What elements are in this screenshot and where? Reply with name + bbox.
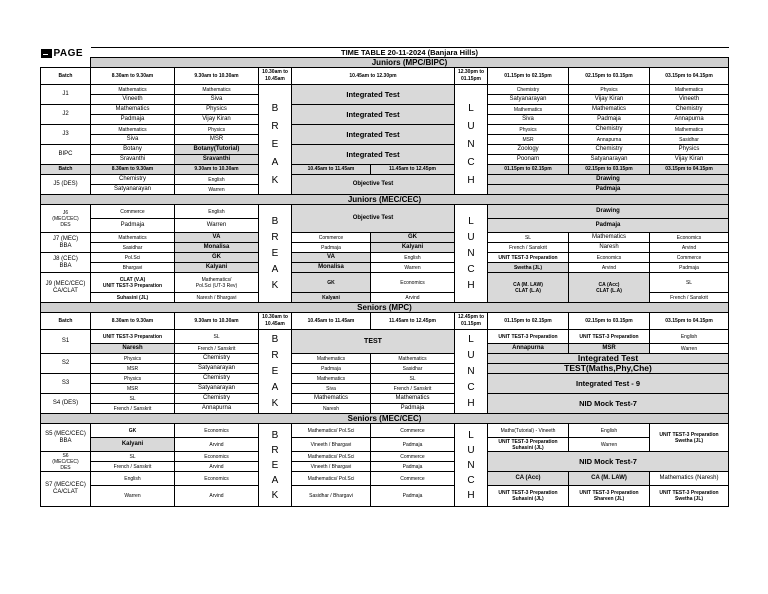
cell: English [371,253,455,263]
cell: CA (Acc) CLAT (L.A) [569,273,650,303]
cell: TEST(Maths,Phy,Che) [488,364,729,374]
cell: Mathematics/ Pol.Sci [292,452,371,462]
cell: Mathematics/ Pol.Sci [292,424,371,438]
section-juniors-mpc: Juniors (MPC/BIPC) [91,58,729,68]
cell: Satyanarayan [91,185,175,195]
header-slot-2: 9.30am to 10.30am [175,68,259,85]
batch-s1: S1 [41,330,91,354]
cell: 12.45pm to 01.15pm [455,313,488,330]
cell: Padmaja [569,115,650,125]
section-seniors-mpc: Seniors (MPC) [41,303,729,313]
cell: Mathematics/ Pol.Sci (UT-3 Rev) [175,273,259,293]
cell: Mathematics [292,374,371,384]
cell: Economics [650,233,729,243]
cell: CLAT (V.A) UNIT TEST-3 Preparation [91,273,175,293]
cell: SL [91,452,175,462]
cell: English [175,205,259,219]
batch-s3: S3 [41,374,91,394]
cell: Objective Test [292,175,455,195]
batch-s2: S2 [41,354,91,374]
cell: Arvind [175,486,259,507]
cell: Chemistry [175,374,259,384]
cell: Commerce [371,424,455,438]
cell: Physics [569,85,650,95]
cell: Kalyani [175,263,259,273]
cell: English [175,175,259,185]
cell: UNIT TEST-3 Preparation [488,330,569,344]
cell: Padmaja [292,364,371,374]
cell: SL [650,273,729,293]
header-slot-5: 02.15pm to 03.15pm [569,68,650,85]
cell: Padmaja [650,263,729,273]
cell: Vineeth [91,95,175,105]
cell: Integrated Test [292,85,455,105]
cell: Poonam [488,155,569,165]
cell: Commerce [91,205,175,219]
cell: CA (M. LAW) CLAT (L.A) [488,273,569,303]
cell: French / Sanskrit [371,384,455,394]
break-letter: K [271,174,279,186]
cell: 10.45am to 11.45am [292,313,371,330]
page-title: TIME TABLE 20-11-2024 (Banjara Hills) [91,48,729,58]
cell: English [569,424,650,438]
cell: Annapurna [650,115,729,125]
cell: 01.15pm to 02.15pm [488,313,569,330]
cell: Vineeth / Bhargavi [292,438,371,452]
cell: Satyanarayan [175,364,259,374]
cell: Annapurna [488,344,569,354]
batch-bipc: BIPC [41,145,91,165]
break-column-2: B R E A K [259,205,292,303]
header-slot-6: 03.15pm to 04.15pm [650,68,729,85]
batch-s5: S5 (MEC/CEC) BBA [41,424,91,452]
cell: Annapurna [569,135,650,145]
cell: Physics [91,374,175,384]
cell: Arvind [650,243,729,253]
cell: UNIT TEST-3 Preparation Swetha (JL) [650,424,729,452]
cell: SL [488,233,569,243]
cell: Drawing [488,175,729,185]
cell: Economics [175,424,259,438]
cell: Warren [175,185,259,195]
cell: Commerce [650,253,729,263]
cell: Mathematics/ Pol.Sci [292,472,371,486]
cell: Kalyani [371,243,455,253]
header-lunch: 12.30pm to 01.15pm [455,68,488,85]
logo-icon [41,49,52,58]
batch-j8: J8 (CEC) BBA [41,253,91,273]
cell: Botany [91,145,175,155]
break-letter: B [271,102,279,114]
cell: Arvind [175,438,259,452]
cell: Mathematics [91,125,175,135]
header-batch: Batch [41,68,91,85]
cell: Padmaja [371,462,455,472]
cell: Chemistry [175,354,259,364]
cell: Sasidhar [371,364,455,374]
cell: UNIT TEST-3 Preparation Shareen (JL) [569,486,650,507]
cell: Chemistry [569,145,650,155]
cell: Sasidhar [91,243,175,253]
header-row [41,68,729,85]
cell: Mathematics [371,394,455,404]
cell: Siva [292,384,371,394]
lunch-column-4: L U N C H [455,424,488,507]
cell: MSR [175,135,259,145]
cell: Chemistry [569,125,650,135]
cell: Mathematics [292,394,371,404]
cell: Sasidhar [650,135,729,145]
cell: Mathematics (Naresh) [650,472,729,486]
cell: Swetha (JL) [488,263,569,273]
cell: Padmaja [91,115,175,125]
header-slot-3: 10.45am to 12.30pm [292,68,455,85]
cell: Integrated Test - 9 [488,374,729,394]
cell: Arvind [569,263,650,273]
lunch-column [455,85,488,195]
cell: Vijay Kiran [569,95,650,105]
lunch-column-2: L U N C H [455,205,488,303]
cell: Mathematics [91,105,175,115]
batch-j2: J2 [41,105,91,125]
cell: Monalisa [292,263,371,273]
cell: French / Sanskrit [175,344,259,354]
cell: 11.45am to 12.45pm [371,313,455,330]
cell: 9.30am to 10.30am [175,313,259,330]
header-slot-4: 01.15pm to 02.15pm [488,68,569,85]
break-column-3: B R E A K [259,330,292,414]
cell: French / Sanskrit [91,404,175,414]
break-column [259,85,292,195]
cell: Padmaja [488,219,729,233]
cell: Physics [650,145,729,155]
cell: 9.30am to 10.30am [175,165,259,175]
cell: Satyanarayan [488,95,569,105]
cell: 03.15pm to 04.15pm [650,165,729,175]
cell: Naresh [91,344,175,354]
cell: UNIT TEST-3 Preparation Swetha (JL) [650,486,729,507]
cell: Kalyani [91,438,175,452]
batch-j3: J3 [41,125,91,145]
cell: Economics [175,452,259,462]
cell: Physics [175,105,259,115]
cell: Warren [650,344,729,354]
cell: Naresh [569,243,650,253]
cell: Chemistry [650,105,729,115]
cell: GK [175,253,259,263]
cell: Monalisa [175,243,259,253]
cell: Sravanthi [175,155,259,165]
cell: UNIT TEST-3 Preparation [488,253,569,263]
break-letter: R [271,120,279,132]
cell: Economics [175,472,259,486]
cell: Padmaja [371,486,455,507]
cell: Arvind [175,462,259,472]
cell: Botany(Tutorial) [175,145,259,155]
cell: Integrated Test [292,105,455,125]
cell: UNIT TEST-3 Preparation [91,330,175,344]
lunch-column-3: L U N C H [455,330,488,414]
cell: MSR [91,364,175,374]
cell: Batch [41,165,91,175]
cell: 01.15pm to 02.15pm [488,165,569,175]
cell: Vijay Kiran [650,155,729,165]
batch-s6: S6 (MEC/CEC) DES [41,452,91,472]
batch-s7: S7 (MEC/CEC) CA/CLAT [41,472,91,507]
timetable [40,47,729,507]
cell: 02.15pm to 03.15pm [569,165,650,175]
cell: GK [292,273,371,293]
cell: Vineeth [650,95,729,105]
cell: Integrated Test [292,125,455,145]
lunch-letter: N [467,138,475,150]
cell: Arvind [371,293,455,303]
cell: Warren [91,486,175,507]
cell: 10.45am to 11.45am [292,165,371,175]
cell: Annapurna [175,404,259,414]
cell: Chemistry [91,175,175,185]
cell: Mathematics [650,125,729,135]
cell: CA (Acc) [488,472,569,486]
cell: 8.30am to 9.30am [91,313,175,330]
cell: Padmaja [371,404,455,414]
cell: English [650,330,729,344]
cell: Bhargavi [91,263,175,273]
cell: 03.15pm to 04.15pm [650,313,729,330]
lunch-letter: H [467,174,475,186]
cell: Satyanarayan [569,155,650,165]
cell: Integrated Test [292,145,455,165]
cell: French / Sanskrit [91,462,175,472]
cell: Satyanarayan [175,384,259,394]
cell: CA (M. LAW) [569,472,650,486]
cell: 8.30am to 9.30am [91,165,175,175]
lunch-letter: C [467,156,475,168]
cell: Warren [371,263,455,273]
lunch-letter: U [467,120,475,132]
cell: French / Sanskrit [488,243,569,253]
cell: Commerce [371,472,455,486]
cell: Chemistry [488,85,569,95]
cell: Kalyani [292,293,371,303]
header-slot-1: 8.30am to 9.30am [91,68,175,85]
cell: SL [91,394,175,404]
cell: Physics [488,125,569,135]
cell: Objective Test [292,205,455,233]
cell: Vineeth / Bhargavi [292,462,371,472]
cell: Physics [175,125,259,135]
cell: NID Mock Test-7 [488,394,729,414]
break-letter: E [271,138,279,150]
table-row [41,85,729,95]
cell: Warren [175,219,259,233]
cell: VA [175,233,259,243]
cell: Mathematics [175,85,259,95]
cell: UNIT TEST-3 Preparation Suhasini (JL) [488,438,569,452]
cell: SL [371,374,455,384]
timetable-sheet [40,47,728,507]
logo: PAGE [41,48,91,58]
cell: Sasidhar / Bhargavi [292,486,371,507]
cell: MSR [91,384,175,394]
cell: Maths(Tutorial) - Vineeth [488,424,569,438]
break-letter: A [271,156,279,168]
cell: Mathematics [292,354,371,364]
cell: Mathematics [91,233,175,243]
cell: Pol.Sci [91,253,175,263]
cell: Vijay Kiran [175,115,259,125]
cell: Siva [175,95,259,105]
cell: Mathematics [488,105,569,115]
cell: Padmaja [91,219,175,233]
batch-j5: J5 (DES) [41,175,91,195]
cell: Drawing [488,205,729,219]
cell: Mathematics [371,354,455,364]
cell: Commerce [371,452,455,462]
cell: Naresh / Bhargavi [175,293,259,303]
cell: 10.30am to 10.45am [259,313,292,330]
cell: Siva [488,115,569,125]
cell: GK [91,424,175,438]
cell: Padmaja [371,438,455,452]
section-juniors-mec: Juniors (MEC/CEC) [41,195,729,205]
cell: MSR [488,135,569,145]
cell: French / Sanskrit [650,293,729,303]
break-column-4: B R E A K [259,424,292,507]
section-seniors-mec: Seniors (MEC/CEC) [41,414,729,424]
batch-j7: J7 (MEC) BBA [41,233,91,253]
cell: Economics [371,273,455,293]
batch-j9: J9 (MEC/CEC) CA/CLAT [41,273,91,303]
cell: Mathematics [569,233,650,243]
cell: GK [371,233,455,243]
cell: 11.45am to 12.45pm [371,165,455,175]
cell: Naresh [292,404,371,414]
cell: UNIT TEST-3 Preparation Suhasini (JL) [488,486,569,507]
cell: NID Mock Test-7 [488,452,729,472]
cell: Siva [91,135,175,145]
cell: Commerce [292,233,371,243]
cell: Suhasini (JL) [91,293,175,303]
cell: Integrated Test [488,354,729,364]
cell: Chemistry [175,394,259,404]
cell: SL [175,330,259,344]
cell: Warren [569,438,650,452]
cell: VA [292,253,371,263]
batch-j1: J1 [41,85,91,105]
cell: Mathematics [569,105,650,115]
cell: Zoology [488,145,569,155]
cell: MSR [569,344,650,354]
cell: Physics [91,354,175,364]
cell: English [91,472,175,486]
batch-s4: S4 (DES) [41,394,91,414]
cell: Sravanthi [91,155,175,165]
header-break: 10.30am to 10.45am [259,68,292,85]
cell: UNIT TEST-3 Preparation [569,330,650,344]
cell: Economics [569,253,650,263]
cell: Padmaja [292,243,371,253]
cell: Batch [41,313,91,330]
lunch-letter: L [468,102,474,114]
cell: Mathematics [650,85,729,95]
cell: Padmaja [488,185,729,195]
cell: TEST [292,330,455,354]
batch-j6: J6 (MEC/CEC) DES [41,205,91,233]
cell: 02.15pm to 03.15pm [569,313,650,330]
cell: Mathematics [91,85,175,95]
